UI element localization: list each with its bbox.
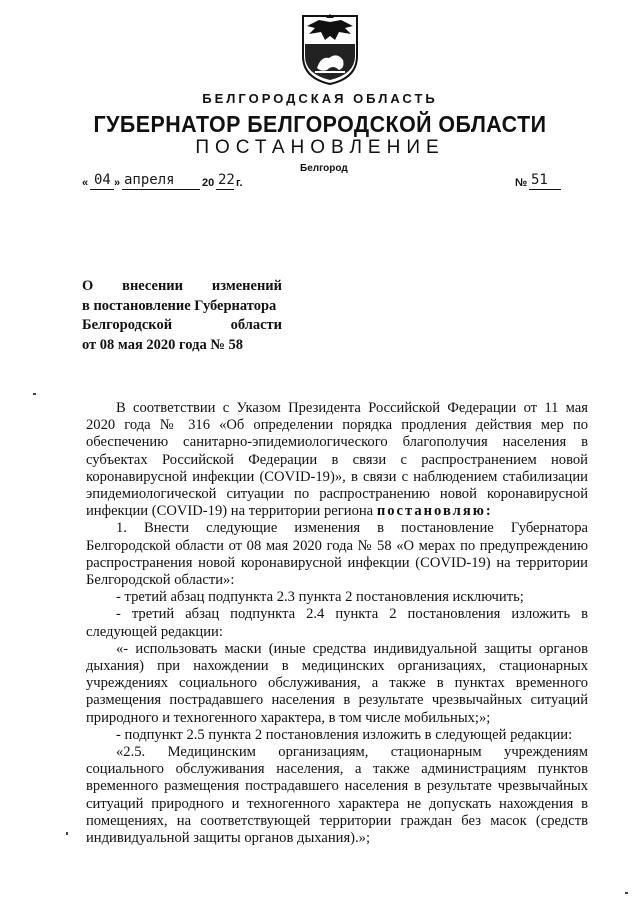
city-name: Белгород: [300, 163, 348, 174]
document-number: 51: [531, 172, 548, 188]
subject-word-izmeneniy: изменений: [211, 278, 283, 294]
number-underline: [529, 189, 561, 190]
subject-word-vnesenii: внесении: [122, 278, 184, 294]
amendment-2-paragraph: - третий абзац подпункта 2.4 пункта 2 постановления изложить в следующей редакции:: [86, 606, 588, 640]
subject-word-oblasti: области: [230, 317, 282, 333]
subject-line-4: от 08 мая 2020 года № 58: [82, 336, 244, 353]
document-type: ПОСТАНОВЛЕНИЕ: [195, 137, 445, 158]
month-underline: [122, 189, 200, 190]
date-number-line: [82, 172, 562, 194]
subject-line-1: [82, 277, 282, 297]
document-body: [86, 400, 588, 847]
date-open-quote: «: [82, 177, 89, 189]
resolve-word: постановляю:: [376, 503, 493, 520]
date-year-prefix: 20: [202, 177, 215, 189]
subject-line-2: в постановление Губернатора: [82, 297, 277, 314]
coat-of-arms-emblem: [299, 12, 361, 86]
date-year-suffix: 22: [218, 172, 235, 188]
amendment-3-text: «2.5. Медицинским организациям, стационарным учреждениям социального обслуживания населения, а также администрациям пунктов временного размещения пострадавшего населения в результате чрезвычайных ситуаций природного и техногенного характера не допускать нахождения в помещениях, на соответствующей территории граждан без масок (средств индивидуальной защиты органов дыхания).»;: [86, 744, 588, 847]
date-day: 04: [94, 172, 111, 188]
item-1-paragraph: 1. Внести следующие изменения в постановление Губернатора Белгородской области от 08 мая 2020 года № 58 «О мерах по предупреждению распространения новой коронавирусной инфекции (COVID-19) на территории Белгородской области»:: [86, 520, 588, 589]
subject-word-o: О: [82, 278, 94, 294]
date-month: апреля: [124, 172, 175, 188]
number-label: №: [515, 177, 528, 189]
amendment-2-text: «- использовать маски (иные средства индивидуальной защиты органов дыхания) при нахождении в медицинских организациях, стационарных учреждениях социального обслуживания, а также в пунктах временного размещения пострадавшего населения в результате чрезвычайных ситуаций природного и техногенного характера, в том числе мобильных;»;: [86, 640, 588, 726]
amendment-3-paragraph: - подпункт 2.5 пункта 2 постановления изложить в следующей редакции:: [116, 726, 573, 743]
scan-speck: [33, 393, 36, 395]
year-underline: [216, 189, 234, 190]
preamble-text: В соответствии с Указом Президента Российской Федерации от 11 мая 2020 года № 316 «Об определении порядка продления действия мер по обеспечению санитарно-эпидемиологического благополучия населения в субъектах Российской Федерации в связи с распространением новой коронавирусной инфекции (COVID-19)», в связи с наблюдением стабилизации эпидемиологической ситуации по распространению новой коронавирусной инфекции (COVID-19) на территории региона: [86, 400, 588, 520]
issuer-title: ГУБЕРНАТОР БЕЛГОРОДСКОЙ ОБЛАСТИ: [93, 111, 547, 137]
date-year-unit: г.: [236, 177, 243, 189]
region-name: БЕЛГОРОДСКАЯ ОБЛАСТЬ: [202, 91, 438, 106]
subject-line-3: [82, 316, 282, 336]
scan-speck: [66, 832, 68, 835]
day-underline: [90, 189, 114, 190]
scan-speck: [625, 892, 628, 894]
amendment-1-paragraph: - третий абзац подпункта 2.3 пункта 2 постановления исключить;: [116, 589, 524, 606]
preamble-paragraph: [86, 400, 588, 520]
subject-word-belgorodskoy: Белгородской: [82, 317, 173, 333]
date-close-quote: »: [114, 177, 121, 189]
subject-block: [82, 277, 282, 355]
